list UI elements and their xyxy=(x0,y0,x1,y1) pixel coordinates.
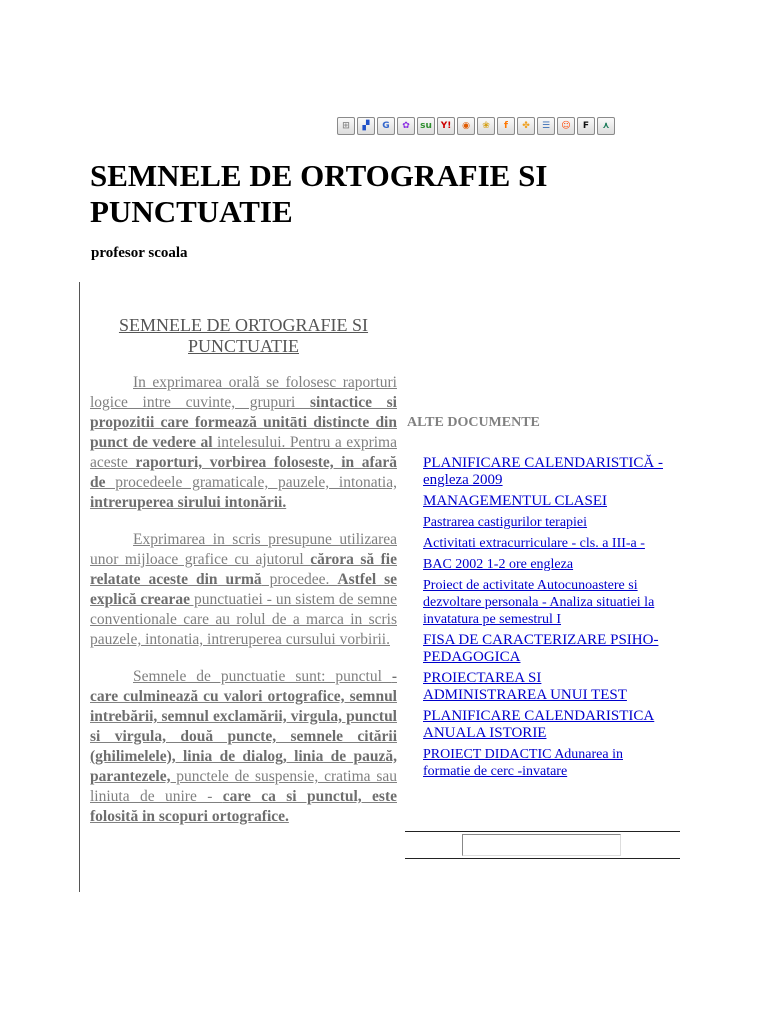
magnolia-icon: ✤ xyxy=(522,120,530,131)
list-item xyxy=(423,493,668,510)
text-run: Semnele de punctuatie sunt: punctul xyxy=(133,668,392,685)
author-label: profesor scoala xyxy=(91,245,188,261)
related-documents-list xyxy=(423,455,668,784)
related-document-link[interactable]: BAC 2002 1-2 ore engleza xyxy=(423,557,574,572)
share-button[interactable] xyxy=(477,117,495,135)
text-run: - care culminează cu valori ortografice, semnul intrebării, semnul exclamării, virgula, punctul si virgula, două puncte, semnele citării (ghilimelele), linia de dialog, linia de pauză, parantezele, xyxy=(90,668,397,785)
share-button[interactable] xyxy=(437,117,455,135)
share-button[interactable] xyxy=(557,117,575,135)
share-button[interactable] xyxy=(377,117,395,135)
divider-top xyxy=(405,831,680,832)
list-item xyxy=(423,670,668,704)
share-button[interactable] xyxy=(457,117,475,135)
left-divider xyxy=(79,282,80,892)
text-run: Astfel se explică crearae xyxy=(90,571,397,608)
share-button[interactable] xyxy=(537,117,555,135)
google-icon: G xyxy=(382,120,390,131)
related-document-link[interactable]: FISA DE CARACTERIZARE PSIHO-PEDAGOGICA xyxy=(423,632,659,665)
related-document-link[interactable]: Pastrarea castigurilor terapiei xyxy=(423,515,588,530)
related-document-link[interactable]: PLANIFICARE CALENDARISTICA ANUALA ISTORIE xyxy=(423,708,655,741)
related-document-link[interactable]: Proiect de activitate Autocunoastere si dezvoltare personala - Analiza situatiei la invatatura pe semestrul I xyxy=(423,578,655,627)
text-run: intelesului. Pentru a exprima aceste xyxy=(90,434,397,471)
share-button[interactable] xyxy=(337,117,355,135)
article-body xyxy=(90,315,397,893)
text-run: punctele de suspensie, cratima sau liniuta de unire - xyxy=(90,768,397,805)
text-run: In exprimarea orală se folosesc raporturi logice intre cuvinte, grupuri xyxy=(90,374,397,411)
furl-icon: ◉ xyxy=(462,120,470,131)
yahoo-icon: Y! xyxy=(440,120,452,131)
list-item xyxy=(423,556,668,573)
text-run: care ca si punctul, este folosită in scopuri ortografice. xyxy=(90,788,397,825)
share-button[interactable] xyxy=(397,117,415,135)
text-run: procedee. xyxy=(261,571,338,588)
text-run: Exprimarea in scris presupune utilizarea unor mijloace grafice cu ajutorul xyxy=(90,531,397,568)
article-paragraph-1 xyxy=(90,373,397,513)
share-toolbar xyxy=(337,117,615,135)
reddit-icon: ☺ xyxy=(561,120,571,131)
technorati-icon: f xyxy=(504,120,508,131)
sidebar-box xyxy=(462,834,621,856)
related-document-link[interactable]: PLANIFICARE CALENDARISTICĂ - engleza 2009 xyxy=(423,455,663,488)
text-run: intreruperea sirului intonării. xyxy=(90,494,287,511)
delicious-icon: ▞ xyxy=(362,120,370,131)
blinklist-icon: ☰ xyxy=(541,120,551,131)
article-paragraph-2 xyxy=(90,530,397,650)
share-button[interactable] xyxy=(577,117,595,135)
list-item xyxy=(423,632,668,666)
share-button[interactable] xyxy=(597,117,615,135)
related-document-link[interactable]: Activitati extracurriculare - cls. a III-a - xyxy=(423,536,645,551)
page-title: SEMNELE DE ORTOGRAFIE SI PUNCTUATIE xyxy=(90,158,548,229)
related-heading: ALTE DOCUMENTE xyxy=(407,415,540,430)
related-document-link[interactable]: PROIECTAREA SI ADMINISTRAREA UNUI TEST xyxy=(423,670,627,703)
stumbleupon-icon: su xyxy=(420,120,432,131)
slashdot-icon: ⋏ xyxy=(602,120,610,131)
article-paragraph-3 xyxy=(90,667,397,827)
share-button[interactable] xyxy=(357,117,375,135)
newsvine-icon: ❀ xyxy=(482,120,490,131)
netvibes-icon: ✿ xyxy=(402,120,410,131)
list-item xyxy=(423,708,668,742)
social-bookmark-icon: ⊞ xyxy=(342,120,350,131)
text-run: procedeele gramaticale, pauzele, intonatia, xyxy=(105,474,397,491)
article-heading: SEMNELE DE ORTOGRAFIE SI PUNCTUATIE xyxy=(118,315,369,356)
text-run: raporturi, vorbirea foloseste, in afară de xyxy=(90,454,397,491)
list-item xyxy=(423,577,668,628)
share-button[interactable] xyxy=(497,117,515,135)
list-item xyxy=(423,535,668,552)
share-button[interactable] xyxy=(417,117,435,135)
list-item xyxy=(423,746,668,780)
text-run: cărora să fie relatate aceste din urmă xyxy=(90,551,397,588)
share-button[interactable] xyxy=(517,117,535,135)
related-document-link[interactable]: MANAGEMENTUL CLASEI xyxy=(423,493,608,509)
text-run: sintactice si propozitii care formează unitāti distincte din punct de vedere al xyxy=(90,394,397,451)
text-run: punctuatiei - un sistem de semne conventionale care au rolul de a marca in scris pauzele, intonatia, intreruperea cursului vorbirii. xyxy=(90,591,397,648)
list-item xyxy=(423,455,668,489)
divider-bottom xyxy=(405,858,680,859)
list-item xyxy=(423,514,668,531)
related-document-link[interactable]: PROIECT DIDACTIC Adunarea in formatie de cerc -invatare xyxy=(423,747,623,779)
fark-icon: F xyxy=(582,120,590,131)
